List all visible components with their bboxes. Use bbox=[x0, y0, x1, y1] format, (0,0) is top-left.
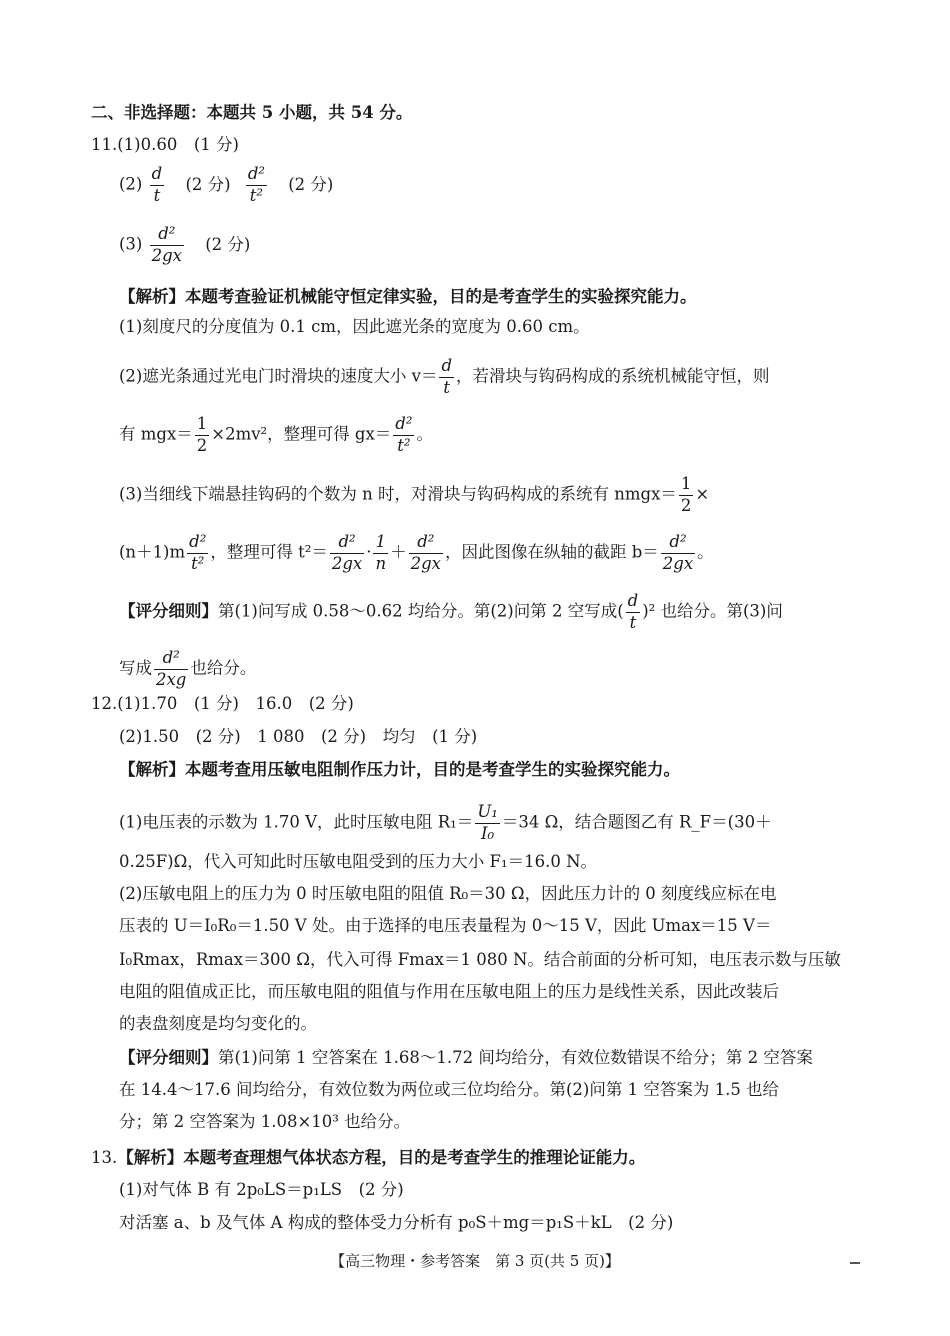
corner-mark bbox=[850, 1262, 860, 1264]
q11-scoring-b: 写成 $\frac{\text{d²}}{2xg}$ 也给分。 bbox=[119, 648, 257, 689]
jiexi-tag: 【解析】 bbox=[119, 760, 185, 779]
jiexi-tag: 【解析】 bbox=[119, 287, 185, 306]
q13-line2: 对活塞 a、b 及气体 A 构成的整体受力分析有 p₀S＋mg＝p₁S＋kL (2 分) bbox=[119, 1213, 674, 1232]
q12-scoring-line3: 分；第 2 空答案为 1.08×10³ 也给分。 bbox=[119, 1112, 411, 1131]
fraction: $\frac{d}{t}$ bbox=[441, 356, 453, 397]
q13-number: 13. bbox=[91, 1148, 118, 1167]
fraction: $\frac{\text{d²}}{2gx}$ bbox=[151, 224, 182, 265]
fraction: $\frac{1}{2}$ bbox=[196, 414, 208, 455]
page-footer: 【高三物理・参考答案 第 3 页(共 5 页)】 bbox=[330, 1252, 620, 1270]
q12-explain-2-line2: 压表的 U＝I₀R₀＝1.50 V 处。由于选择的电压表量程为 0～15 V，因此 Umax＝15 V＝ bbox=[119, 916, 772, 935]
q12-answer-2: (2)1.50 (2 分) 1 080 (2 分) 均匀 (1 分) bbox=[119, 727, 478, 746]
q11-explain-2b: 有 mgx＝ $\frac{1}{2}$ ×2mv²，整理可得 gx＝ $\frac{\text{d²}}{\text{t²}}$ 。 bbox=[119, 414, 433, 455]
fraction: $\frac{\text{d²}}{2gx}$ bbox=[410, 532, 441, 573]
q12-number: 12. bbox=[91, 694, 118, 713]
q12-jiexi: 【解析】本题考查用压敏电阻制作压力计，目的是考查学生的实验探究能力。 bbox=[119, 760, 680, 779]
q11-scoring-a: 【评分细则】第(1)问写成 0.58～0.62 均给分。第(2)问第 2 空写成( $\frac{d}{t}$ )² 也给分。第(3)问 bbox=[119, 591, 783, 632]
q12-explain-1b: 0.25F)Ω，代入可知此时压敏电阻受到的压力大小 F₁＝16.0 N。 bbox=[119, 852, 598, 871]
fraction: $\frac{\text{d²}}{2xg}$ bbox=[156, 648, 187, 689]
q12-explain-2-line3: I₀Rmax，Rmax＝300 Ω，代入可得 Fmax＝1 080 N。结合前面的分析可知，电压表示数与压敏 bbox=[119, 950, 841, 969]
scoring-tag: 【评分细则】 bbox=[119, 601, 218, 621]
fraction: $\frac{1}{2}$ bbox=[680, 474, 692, 515]
q13-jiexi: 13.【解析】本题考查理想气体状态方程，目的是考查学生的推理论证能力。 bbox=[91, 1148, 646, 1167]
q12-explain-2-line5: 的表盘刻度是均匀变化的。 bbox=[119, 1014, 317, 1033]
q11-number: 11. bbox=[91, 135, 118, 154]
q11-explain-3a: (3)当细线下端悬挂钩码的个数为 n 时，对滑块与钩码构成的系统有 nmgx＝ $\frac{1}{2}$ × bbox=[119, 474, 710, 515]
q12-scoring-line2: 在 14.4～17.6 间均给分，有效位数为两位或三位均给分。第(2)问第 1 空答案为 1.5 也给 bbox=[119, 1080, 780, 1099]
q13-line1: (1)对气体 B 有 2p₀LS＝p₁LS (2 分) bbox=[119, 1180, 404, 1199]
q11-answer-3: (3) $\frac{\text{d²}}{2gx}$ (2 分) bbox=[119, 224, 251, 265]
fraction: $\frac{d}{t}$ bbox=[627, 591, 639, 632]
fraction: $\frac{\text{d²}}{2gx}$ bbox=[331, 532, 363, 573]
section-title: 二、非选择题：本题共 5 小题，共 54 分。 bbox=[91, 103, 413, 122]
q12-explain-2-line1: (2)压敏电阻上的压力为 0 时压敏电阻的阻值 R₀＝30 Ω，因此压力计的 0 刻度线应标在电 bbox=[119, 884, 777, 903]
q11-answer-2: (2) $\frac{d}{t}$ (2 分) $\frac{\text{d²}}{\text{t²}}$ (2 分) bbox=[119, 164, 334, 205]
fraction: $\frac{\text{d²}}{\text{t²}}$ bbox=[247, 164, 265, 205]
q11-explain-1: (1)刻度尺的分度值为 0.1 cm，因此遮光条的宽度为 0.60 cm。 bbox=[119, 317, 590, 336]
fraction: $\frac{1}{n}$ bbox=[375, 532, 387, 573]
jiexi-tag: 【解析】 bbox=[117, 1148, 184, 1167]
scoring-tag: 【评分细则】 bbox=[119, 1048, 218, 1067]
q11-explain-2a: (2)遮光条通过光电门时滑块的速度大小 v＝ $\frac{d}{t}$ ，若滑块与钩码构成的系统机械能守恒，则 bbox=[119, 356, 770, 397]
fraction: $\frac{\text{U₁}}{\text{I₀}}$ bbox=[477, 802, 498, 843]
q11-explain-3b: (n＋1)m $\frac{\text{d²}}{\text{t²}}$ ，整理可得 t²＝ $\frac{\text{d²}}{2gx}$ · $\frac{1}{n}$ ＋ $\frac{\text{d²}}{2gx}$ ，因此图像在纵轴的截距 b＝ $\frac{\text{d²}}{2gx}$ 。 bbox=[119, 532, 714, 573]
fraction: $\frac{d}{t}$ bbox=[151, 164, 163, 205]
q12-answer-1: 12.(1)1.70 (1 分) 16.0 (2 分) bbox=[91, 694, 354, 713]
fraction: $\frac{\text{d²}}{2gx}$ bbox=[662, 532, 694, 573]
q12-explain-2-line4: 电阻的阻值成正比，而压敏电阻的阻值与作用在压敏电阻上的压力是线性关系，因此改装后 bbox=[119, 982, 779, 1001]
fraction: $\frac{\text{d²}}{\text{t²}}$ bbox=[189, 532, 207, 573]
q11-answer-1: 11.(1)0.60 (1 分) bbox=[91, 135, 239, 154]
q12-scoring-line1: 【评分细则】第(1)问第 1 空答案在 1.68～1.72 间均给分，有效位数错误不给分；第 2 空答案 bbox=[119, 1048, 813, 1067]
q11-jiexi: 【解析】本题考查验证机械能守恒定律实验，目的是考查学生的实验探究能力。 bbox=[119, 287, 697, 306]
q12-explain-1a: (1)电压表的示数为 1.70 V，此时压敏电阻 R₁＝ $\frac{\text{U₁}}{\text{I₀}}$ ＝34 Ω，结合题图乙有 R_F＝(30＋ bbox=[119, 802, 772, 843]
fraction: $\frac{\text{d²}}{\text{t²}}$ bbox=[395, 414, 413, 455]
